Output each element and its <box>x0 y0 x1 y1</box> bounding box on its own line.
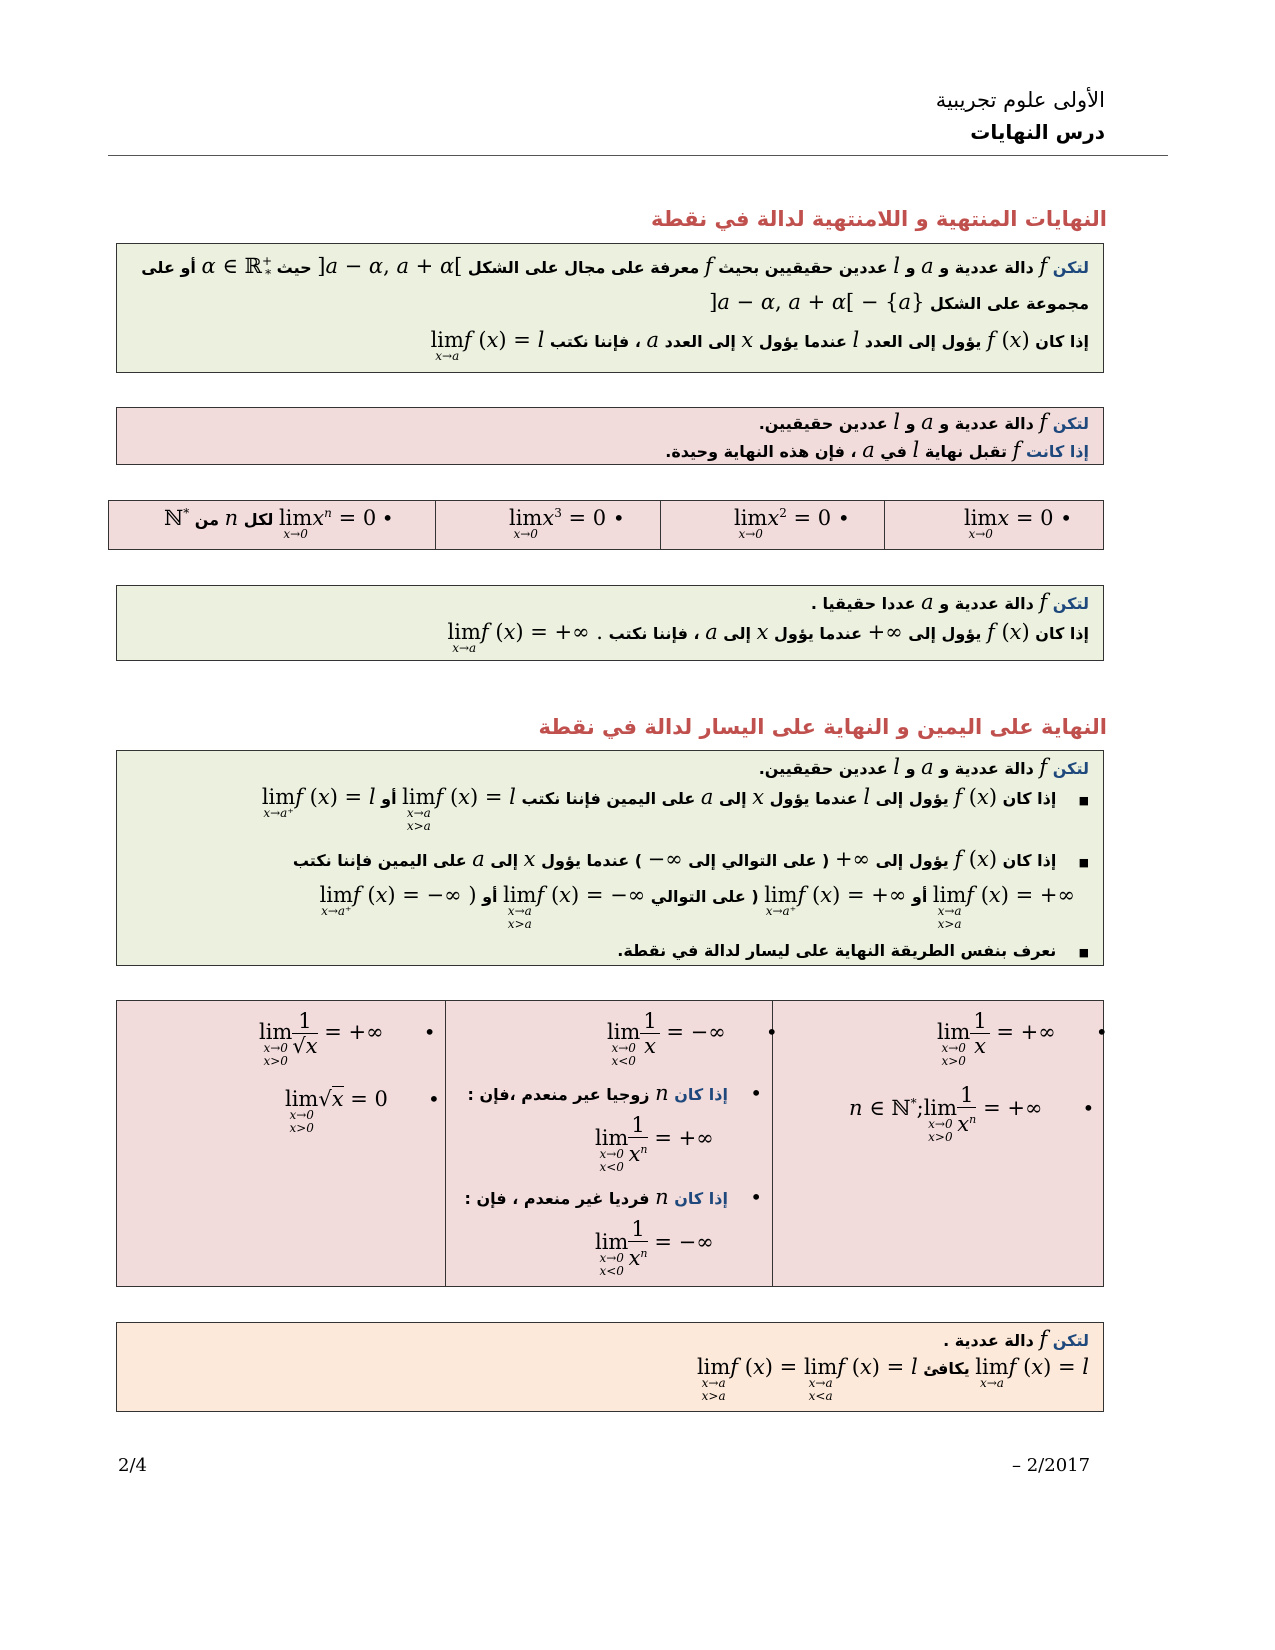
box2-text-c: تقبل نهاية <box>924 442 1008 461</box>
box4-text-a: دالة عددية و <box>939 594 1034 613</box>
box5-line4: lim x→a x>a f (x) = +∞ أو lim x→a⁺ f (x) = +∞ ( على التوالي lim x→a x>a f (x) = −∞ أو lim x→a⁺ f (x) = −∞ ) <box>319 883 1075 931</box>
box5-text-l: إلى <box>490 851 519 870</box>
box7-text-equiv: يكافئ <box>923 1359 970 1378</box>
limit-inverse-sqrt: lim x→0 x>0 $\frac{1}{√x}$ = +∞ • <box>259 1009 436 1068</box>
box2-line1: لتكن f دالة عددية و a و l عددين حقيقيين. <box>758 410 1089 434</box>
box1-text-l3e: ، فإننا نكتب <box>549 332 641 351</box>
box7-let: لتكن <box>1052 1331 1089 1350</box>
box4-let: لتكن <box>1052 594 1089 613</box>
section-title-one-sided-limits: النهاية على اليمين و النهاية على اليسار لدالة في نقطة <box>538 715 1107 739</box>
box4-if: إذا كان <box>1035 624 1089 643</box>
even-if: إذا كان <box>674 1085 728 1104</box>
box5-text-j: ( على التوالي إلى <box>688 851 830 870</box>
box1-text-d: عددين حقيقيين بحيث <box>718 258 888 277</box>
box5-text-a: دالة عددية و <box>939 759 1034 778</box>
limit-inverse-x-left: lim x→0 x<0 $\frac{1}{x}$ = −∞ • <box>607 1009 778 1068</box>
box7-line1: لتكن f دالة عددية . <box>943 1327 1089 1351</box>
box7-text-a: دالة عددية . <box>943 1331 1034 1350</box>
box1-text-e: معرفة على مجال على الشكل <box>467 258 700 277</box>
footer-page-number: 2/4 <box>118 1455 147 1476</box>
limit-x-power-n: • lim x→0 $x^n = 0$ لكل n من ℕ* <box>164 506 394 541</box>
box1-text-c: و <box>905 258 916 277</box>
box5-text-resp: ( على التوالي <box>650 887 759 906</box>
box1-line1: لتكن f دالة عددية و a و l عددين حقيقيين بحيث f معرفة على مجال على الشكل ]a − α, a + α[ حيث α ∈ ℝ+$_*$ أو على <box>141 254 1089 282</box>
box5-text-f: إلى <box>718 789 747 808</box>
definition-box-finite-limit <box>116 243 1104 373</box>
cell-divider <box>445 1001 446 1286</box>
box4-text-d: عندما يؤول <box>773 624 863 643</box>
box1-text-g: أو على <box>141 258 196 277</box>
even-n-case: • إذا كان n زوجيا عير منعدم ،فإن : <box>467 1081 762 1105</box>
odd-text: فرديا غير منعدم ، فإن : <box>464 1189 650 1208</box>
box1-let: لتكن <box>1052 258 1089 277</box>
box5-text-c: إذا كان <box>1002 789 1057 808</box>
cell-divider <box>660 501 661 549</box>
definition-box-one-sided-limit <box>116 750 1104 966</box>
box2-line2: إذا كانت f تقبل نهاية l في a ، فإن هذه النهاية وحيدة. <box>665 438 1089 462</box>
box1-text-l3b: يؤول إلى العدد <box>864 332 982 351</box>
box5-text-or3: أو <box>482 887 498 906</box>
box4-line2: إذا كان f (x) يؤول إلى +∞ عندما يؤول x إلى a ، فإننا نكتب lim x→a f (x) = +∞ . <box>447 620 1089 655</box>
box5-text-e: عندما يؤول <box>769 789 858 808</box>
box5-text-n: نعرف بنفس الطريقة النهاية على ليسار لدالة في نقطة. <box>617 941 1057 960</box>
limit-inverse-xn-right: n ∈ ℕ*;lim x→0 x>0 $\frac{1}{x^n}$ = +∞ • <box>849 1083 1095 1144</box>
box5-line5: ■ نعرف بنفس الطريقة النهاية على ليسار لدالة في نقطة. <box>617 941 1089 960</box>
cell-divider <box>435 501 436 549</box>
box1-text-b: دالة عددية و <box>939 258 1034 277</box>
section-title-finite-limits: النهايات المنتهية و اللامنتهية لدالة في نقطة <box>650 207 1107 231</box>
limit-x: lim x→0 x = 0 • <box>964 506 1072 541</box>
box4-text-f: ، فإننا نكتب <box>608 624 700 643</box>
box2-text-b: عددين حقيقيين. <box>758 414 888 433</box>
box4-line1: لتكن f دالة عددية و a عددا حقيقيا . <box>810 590 1089 614</box>
header-lesson: درس النهايات <box>970 120 1105 144</box>
footer-date: – 2/2017 <box>1012 1455 1091 1476</box>
box4-text-c: يؤول إلى <box>908 624 982 643</box>
text-for-every: لكل <box>243 510 274 529</box>
header-divider <box>108 155 1168 156</box>
box5-text-i: يؤول إلى <box>875 851 949 870</box>
box5-text-or1: أو <box>381 789 397 808</box>
box2-text-a: دالة عددية و <box>939 414 1034 433</box>
limit-sqrt: lim x→0 x>0 √x = 0 • <box>285 1087 440 1135</box>
header-class: الأولى علوم تجريبية <box>935 88 1105 112</box>
box1-text-l3a: إذا كان <box>1035 332 1089 351</box>
box5-text-or2: أو <box>911 887 928 906</box>
text-from: من <box>194 510 220 529</box>
box1-text-l2: مجموعة على الشكل <box>930 294 1089 313</box>
box5-line2: ■ إذا كان f (x) يؤول إلى l عندما يؤول x إلى a على اليمين فإننا نكتب lim x→a x>a f (x) = l أو lim x→a⁺ f (x) = l <box>261 785 1089 833</box>
limit-inverse-x-right: lim x→0 x>0 $\frac{1}{x}$ = +∞ • <box>937 1009 1108 1068</box>
limit-inverse-xn-even-left: lim x→0 x<0 $\frac{1}{x^n}$ = +∞ <box>595 1113 714 1174</box>
box1-line3: إذا كان f (x) يؤول إلى العدد l عندما يؤول x إلى العدد a ، فإننا نكتب lim x→a f (x) = l <box>430 328 1089 363</box>
box5-line3: ■ إذا كان f (x) يؤول إلى +∞ ( على التوالي إلى −∞ ) عندما يؤول x إلى a على اليمين فإننا نكتب <box>292 847 1089 871</box>
box5-text-m: على اليمين فإننا نكتب <box>292 851 467 870</box>
box4-text-b: عددا حقيقيا . <box>810 594 916 613</box>
box4-text-e: إلى <box>723 624 751 643</box>
table-reference-limits <box>116 1000 1108 1287</box>
box5-line1: لتكن f دالة عددية و a و l عددين حقيقيين. <box>758 755 1089 779</box>
box1-line2: مجموعة على الشكل ]a − α, a + α[ − {a} <box>709 290 1089 314</box>
odd-n-case: • إذا كان n فرديا غير منعدم ، فإن : <box>464 1185 762 1209</box>
box5-text-k: ) عندما يؤول <box>541 851 643 870</box>
property-box-uniqueness <box>116 407 1104 465</box>
limit-x-squared: lim x→0 $x^2 = 0$ • <box>734 506 850 541</box>
box7-line2: lim x→a f (x) = l يكافئ lim x→a x>a f (x) = lim x→a x<a f (x) = l <box>696 1355 1089 1403</box>
definition-box-infinite-limit <box>116 585 1104 661</box>
box1-text-f: حيث <box>276 258 312 277</box>
box5-text-b: عددين حقيقيين. <box>758 759 888 778</box>
even-text: زوجيا عير منعدم ،فإن : <box>467 1085 650 1104</box>
property-box-equivalence <box>116 1322 1104 1412</box>
odd-if: إذا كان <box>674 1189 728 1208</box>
box2-text-and: و <box>905 414 916 433</box>
box5-text-d: يؤول إلى <box>875 789 949 808</box>
limit-x-cubed: lim x→0 $x^3 = 0$ • <box>509 506 625 541</box>
box2-text-e: ، فإن هذه النهاية وحيدة. <box>665 442 857 461</box>
limit-inverse-xn-odd-left: lim x→0 x<0 $\frac{1}{x^n}$ = −∞ <box>595 1217 714 1278</box>
box2-text-d: في <box>880 442 907 461</box>
box2-if: إذا كانت <box>1025 442 1089 461</box>
box5-text-g: على اليمين فإننا نكتب <box>521 789 696 808</box>
box5-let: لتكن <box>1052 759 1089 778</box>
table-power-limits <box>108 500 1104 550</box>
cell-divider <box>884 501 885 549</box>
box1-text-l3d: إلى العدد <box>664 332 736 351</box>
box5-text-h: إذا كان <box>1002 851 1057 870</box>
box5-text-and: و <box>905 759 916 778</box>
box1-text-l3c: عندما يؤول <box>758 332 847 351</box>
box2-let: لتكن <box>1052 414 1089 433</box>
